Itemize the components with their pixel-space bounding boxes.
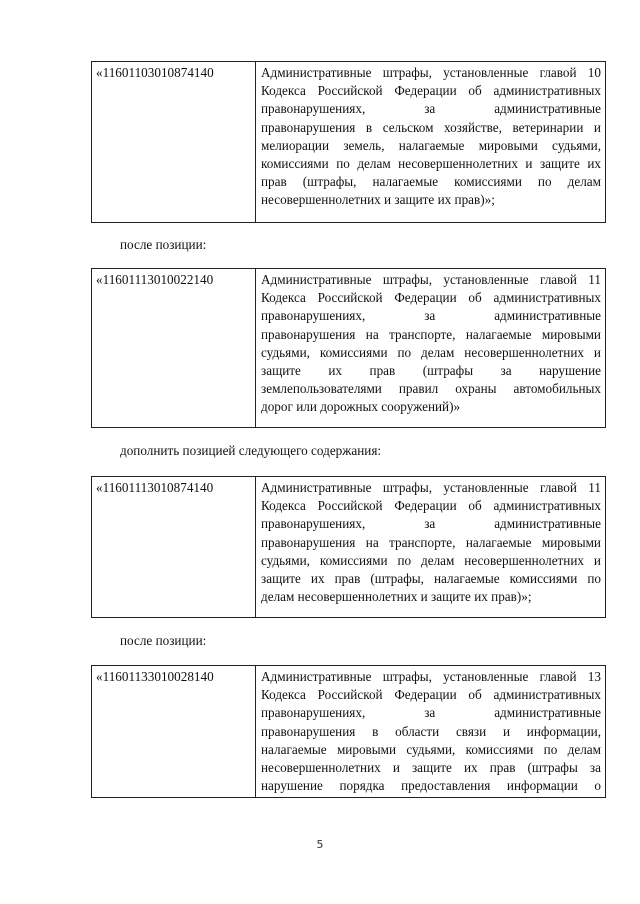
text-line: Кодекса Российской Федерации об административных (261, 290, 601, 306)
text-line: землепользователями правил охраны автомобильных (261, 381, 601, 397)
text-line: правонарушения в сельском хозяйстве, ветеринарии и (261, 119, 601, 135)
paragraph-after-position-1: после позиции: (120, 237, 207, 252)
text-line: Кодекса Российской Федерации об административных (261, 83, 601, 99)
text-line: Административные штрафы, установленные главой 11 (261, 480, 601, 495)
code-table-2 (91, 268, 606, 428)
code-cell: «11601113010874140 (92, 477, 256, 618)
text-line: защите их прав (штрафы, налагаемые комиссиями по (261, 571, 601, 587)
text-line: правонарушения в области связи и информации, (261, 723, 601, 739)
table-row (92, 477, 606, 618)
description-cell (256, 269, 606, 428)
description-cell (256, 477, 606, 618)
text-line: Административные штрафы, установленные главой 11 (261, 272, 601, 287)
description-cell (256, 666, 606, 798)
text-line: правонарушениях, за административные (261, 308, 601, 324)
table-row (92, 62, 606, 223)
text-line: налагаемые мировыми судьями, комиссиями по делам (261, 741, 601, 757)
code-table-4 (91, 665, 606, 798)
table-row (92, 666, 606, 798)
code-table-3 (91, 476, 606, 618)
text-line: защите их прав (штрафы за нарушение (261, 363, 601, 379)
text-line: правонарушениях, за административные (261, 516, 601, 532)
code-cell: «11601103010874140 (92, 62, 256, 223)
code-cell: «11601133010028140 (92, 666, 256, 798)
text-line: мелиорации земель, налагаемые мировыми судьями, (261, 137, 601, 153)
text-line: правонарушениях, за административные (261, 101, 601, 117)
text-line: судьями, комиссиями по делам несовершеннолетних и (261, 552, 601, 568)
paragraph-after-position-2: после позиции: (120, 633, 207, 648)
text-line: нарушение порядка предоставления информации о (261, 778, 601, 794)
text-line: правонарушениях, за административные (261, 705, 601, 721)
text-line: правонарушения на транспорте, налагаемые мировыми (261, 534, 601, 550)
table-row (92, 269, 606, 428)
text-line: Административные штрафы, установленные главой 13 (261, 669, 601, 684)
text-line: Кодекса Российской Федерации об административных (261, 687, 601, 703)
page-number: 5 (316, 838, 324, 851)
text-line: судьями, комиссиями по делам несовершеннолетних и (261, 344, 601, 360)
text-line: дорог или дорожных сооружений)» (261, 399, 461, 415)
text-line: Административные штрафы, установленные главой 10 (261, 65, 601, 80)
text-line: комиссиями по делам несовершеннолетних и защите их (261, 156, 601, 172)
text-line: Кодекса Российской Федерации об административных (261, 498, 601, 514)
text-line: прав (штрафы, налагаемые комиссиями по делам (261, 174, 601, 190)
description-cell (256, 62, 606, 223)
text-line: несовершеннолетних и защите их прав (штрафы за (261, 760, 601, 776)
text-line: правонарушения на транспорте, налагаемые мировыми (261, 326, 601, 342)
text-line: несовершеннолетних и защите их прав)»; (261, 192, 495, 208)
code-cell: «11601113010022140 (92, 269, 256, 428)
paragraph-add-position: дополнить позицией следующего содержания: (120, 443, 382, 458)
code-table-1 (91, 61, 606, 223)
text-line: делам несовершеннолетних и защите их прав)»; (261, 589, 532, 605)
